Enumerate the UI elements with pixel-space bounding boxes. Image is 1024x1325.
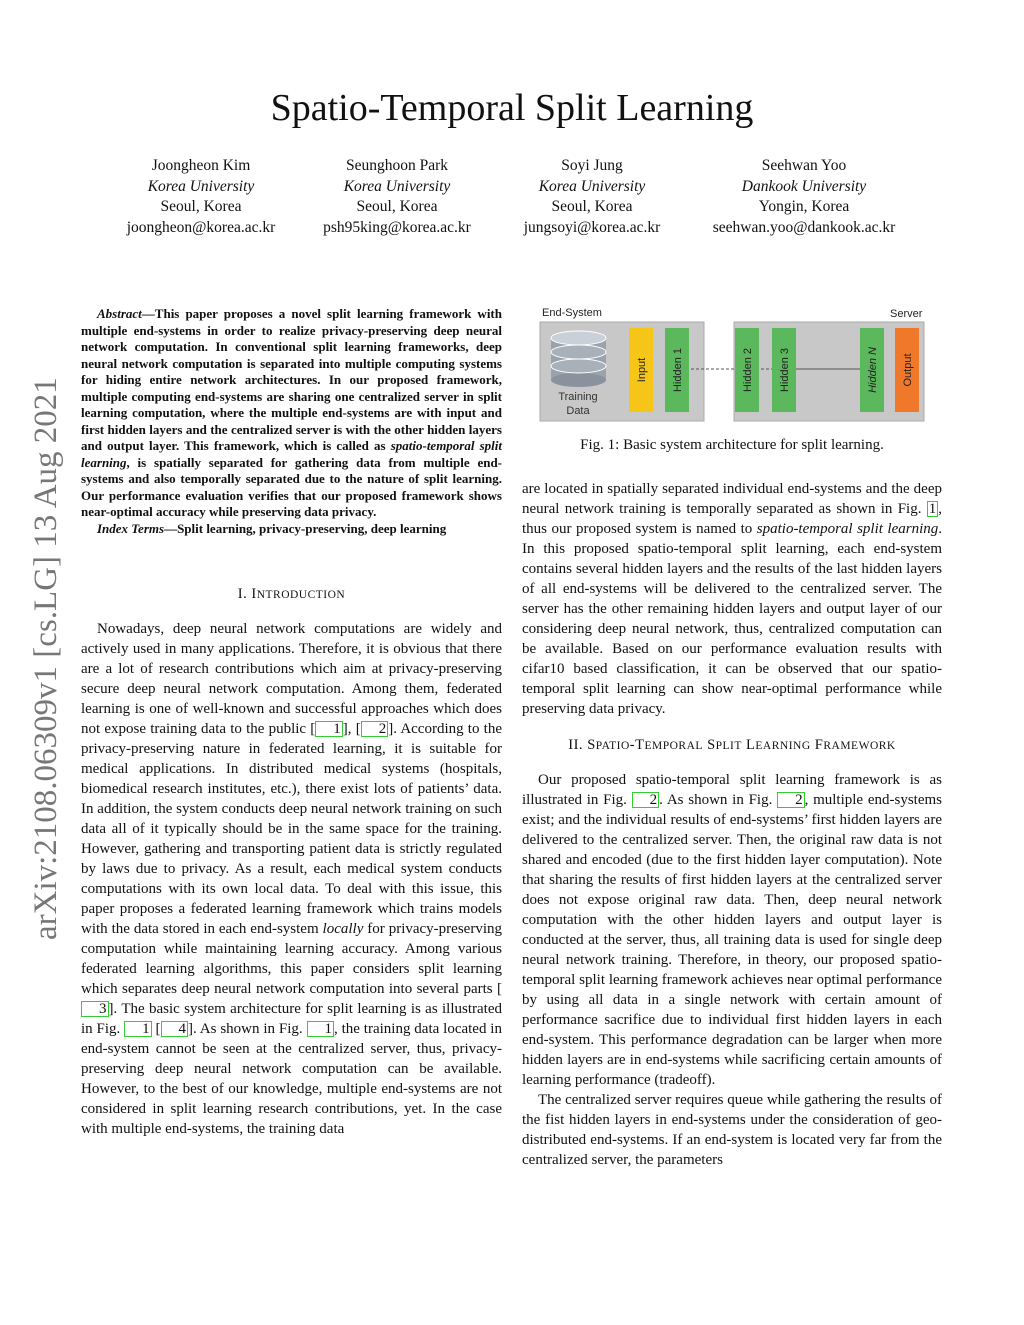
author-email[interactable]: joongheon@korea.ac.kr <box>126 218 276 236</box>
text: are located in spatially separated individual end-systems and the deep neural network training is temporally separated as shown in Fig. <box>522 481 942 517</box>
text: , the training data located in end-system cannot be seen at the centralized server, thus, privacy-preserving deep neural network computation can be available. However, to the best of our knowledge, multiple end-systems are not considered in split learning research contributions, yet. In the case with multiple end-systems, the training data <box>81 1021 502 1137</box>
abstract-emphasis: spatio-temporal split learning <box>81 438 502 470</box>
layer-label: Hidden 1 <box>672 347 684 393</box>
section-number: I. <box>237 586 252 602</box>
figure-1-caption: Fig. 1: Basic system architecture for split learning. <box>580 437 884 453</box>
section-rest: NTRODUCTION <box>256 589 346 601</box>
citation-link[interactable]: 4 <box>161 1021 189 1037</box>
text: . In this proposed spatio-temporal split learning, each end-system contains several hidden layers and the results of the last hidden layers of all end-systems will be delivered to the centralized server. The server has the other remaining hidden layers and output layer of our considering deep neural network, thus, centralized computation can be available. Based on our performance evaluation results with cifar10 based classification, it can be observed that our spatio-temporal split learning can show near-optimal performance while preserving data privacy. <box>522 521 942 717</box>
right-column <box>522 479 942 1170</box>
section-2-heading <box>522 735 942 756</box>
heading-cap: F <box>810 737 824 753</box>
author-affiliation: Korea University <box>538 177 646 195</box>
text: . As shown in Fig. <box>193 1021 307 1037</box>
author-4 <box>697 156 911 238</box>
figure-link[interactable]: 2 <box>777 792 805 808</box>
text: , thus our proposed system is named to <box>522 501 942 537</box>
section-number: II. <box>568 737 588 753</box>
training-data-label: Training <box>558 391 598 403</box>
author-location: Yongin, Korea <box>758 198 850 215</box>
author-3 <box>482 156 702 238</box>
author-affiliation: Korea University <box>343 177 451 195</box>
left-column <box>81 306 502 1139</box>
text: . The basic system architecture for split learning is as illustrated in Fig. <box>81 1001 502 1037</box>
server-label: Server <box>890 308 923 320</box>
figure-1 <box>520 306 944 431</box>
index-terms <box>81 521 502 538</box>
heading-sc: RAMEWORK <box>823 740 896 752</box>
abstract <box>81 306 502 521</box>
heading-sc: EMPORAL <box>644 740 703 752</box>
arxiv-stamp: arXiv:2108.06309v1 [cs.LG] 13 Aug 2021 <box>28 377 64 940</box>
layer-label: Hidden 2 <box>742 347 754 393</box>
layer-label: Hidden N <box>867 347 879 393</box>
continued-paragraph <box>522 479 942 719</box>
author-affiliation: Korea University <box>147 177 255 195</box>
layer-label: Hidden 3 <box>779 347 791 393</box>
author-affiliation: Dankook University <box>741 177 867 195</box>
heading-sc: PLIT <box>715 740 742 752</box>
heading-cap: S <box>702 737 716 753</box>
heading-sc: EARNING <box>755 740 811 752</box>
section-first-letter: I <box>251 586 257 602</box>
citation-link[interactable]: 1 <box>315 721 343 737</box>
author-location: Seoul, Korea <box>356 198 438 215</box>
text: for privacy-preserving computation while maintaining learning accuracy. Among various federated learning algorithms, this paper considers split learning which separates deep neural network computation into several parts <box>81 921 502 997</box>
abstract-label: Abstract <box>97 306 142 321</box>
author-location: Seoul, Korea <box>551 198 633 215</box>
text: , multiple end-systems exist; and the individual results of end-systems’ first hidden layers are delivered to the centralized server. Then, the original raw data is not shared and encoded (due to the first hidden layer computation). Note that sharing the results of first hidden layers at the centralized server does not expose original raw data. Then, deep neural network computation with the other hidden layers and output layer is conducted at the server, thus, all training data is used for single deep neural network training. Therefore, in theory, our proposed spatio-temporal split learning framework achieves near optimal performance by using all data in a single network with certain amount of performance sacrifice due to individual first hidden layers in each end-system. This performance degradation can be larger when more hidden layers are in end-systems while sacrificing certain amounts of learning performance (tradeoff). <box>522 792 942 1088</box>
intro-paragraph: Nowadays, deep neural network computations are widely and actively used in many applications. Therefore, it is obvious that there are a lot of research contributions which aim at privacy-preserving secure deep neural network computation. Among them, federated learning is one of well-known and successful approaches which does not expose training data to the public [ 1 ], [ 2 ]. According to the privacy-preserving nature in federated learning, it is suitable for medical applications. In distributed medical systems (hospitals, biomedical research institutes, etc.), there exist lots of patients’ data. In addition, the system conducts deep neural network training on such data all of it typically should be in the same space for the training. However, gathering and transporting patient data is strictly regulated by laws due to privacy. As a result, each medical system conducts computations with its own local data. To deal with this issue, this paper proposes a federated learning framework which trains models with the data stored in each end-system locally for privacy-preserving computation while maintaining learning accuracy. Among various federated learning algorithms, this paper considers split learning which separates deep neural network computation into several parts [3 ]. The basic system architecture for split learning is as illustrated in Fig. 1 [ 4 ]. As shown in Fig. 1 , the training data located in end-system cannot be seen at the centralized server, thus, privacy-preserving deep neural network computation can be available. However, to the best of our knowledge, multiple end-systems are not considered in split learning research contributions, yet. In the case with multiple end-systems, the training data <box>81 621 502 1137</box>
layer-label: Output <box>902 353 914 387</box>
text: . As shown in Fig. <box>659 792 778 808</box>
index-terms-label: Index Terms <box>97 520 165 536</box>
author-location: Seoul, Korea <box>160 198 242 215</box>
layer-label: Input <box>636 357 648 383</box>
training-data-label: Data <box>566 405 590 417</box>
author-name: Soyi Jung <box>561 157 623 174</box>
emphasis: locally <box>322 921 364 937</box>
abstract-text-a: —This paper proposes a novel split learning framework with multiple end-systems in order to realize privacy-preserving deep neural network computation. In conventional split learning frameworks, deep neural network computation is separated into multiple computing systems for hiding entire network architectures. In our proposed framework, multiple computing end-systems are sharing one centralized server in split learning computation, where the multiple end-systems are with input and first hidden layers and the centralized server is with the other hidden layers and output layer. This framework, which is called as <box>81 306 502 453</box>
figure-link[interactable]: 2 <box>632 792 660 808</box>
author-name: Joongheon Kim <box>151 157 251 174</box>
emphasis: spatio-temporal split learning <box>756 521 939 537</box>
text: Our proposed spatio-temporal split learning framework is as illustrated in Fig. <box>522 772 942 808</box>
author-email[interactable]: seehwan.yoo@dankook.ac.kr <box>712 218 896 236</box>
figure-link[interactable]: 1 <box>928 501 937 517</box>
heading-cap: S <box>587 737 596 753</box>
text: . According to the privacy-preserving nature in federated learning, it is suitable for medical applications. In distributed medical systems (hospitals, biomedical research institutes, etc.), there exist lots of patients’ data. In addition, the system conducts deep neural network training on such data all of it typically should be in the same space for the training. However, gathering and transporting patient data is strictly regulated by laws due to privacy. As a result, each medical system conducts computations with its own local data. To deal with this issue, this paper proposes a federated learning framework which trains models with the data stored in each end-system <box>81 721 502 937</box>
author-2 <box>287 156 507 238</box>
abstract-text-b: , is spatially separated for gathering data from multiple end-systems and also temporally separated due to the nature of split learning. Our performance evaluation verifies that our proposed framework shows near-optimal accuracy while preserving data privacy. <box>81 454 502 519</box>
queue-paragraph: The centralized server requires queue while gathering the results of the fist hidden layers in end-systems under the consideration of geo-distributed end-systems. If an end-system is located very far from the centralized server, the parameters <box>522 1092 942 1168</box>
split-learning-diagram <box>520 306 944 426</box>
author-name: Seunghoon Park <box>345 157 449 174</box>
heading-cap: -T <box>629 737 645 753</box>
figure-link[interactable]: 1 <box>307 1021 335 1037</box>
citation-link[interactable]: 3 <box>81 1001 109 1017</box>
paper-title: Spatio-Temporal Split Learning <box>270 87 754 129</box>
author-name: Seehwan Yoo <box>761 157 847 174</box>
heading-sc: PATIO <box>595 740 630 752</box>
author-email[interactable]: jungsoyi@korea.ac.kr <box>523 218 661 236</box>
author-1 <box>91 156 311 238</box>
text: Nowadays, deep neural network computations are widely and actively used in many applications. Therefore, it is obvious that there are a lot of research contributions which aim at privacy-preserving secure deep neural network computation. Among them, federated learning is one of well-known and successful approaches which does not expose training data to the public <box>81 621 502 737</box>
heading-cap: L <box>741 737 756 753</box>
author-email[interactable]: psh95king@korea.ac.kr <box>323 218 471 236</box>
index-terms-text: —Split learning, privacy-preserving, deep learning <box>164 520 447 536</box>
figure-link[interactable]: 1 <box>124 1021 152 1037</box>
section-1-heading <box>81 584 502 605</box>
database-icon <box>551 331 606 387</box>
framework-paragraph <box>522 770 942 1090</box>
citation-link[interactable]: 2 <box>361 721 389 737</box>
end-system-label: End-System <box>542 307 602 319</box>
